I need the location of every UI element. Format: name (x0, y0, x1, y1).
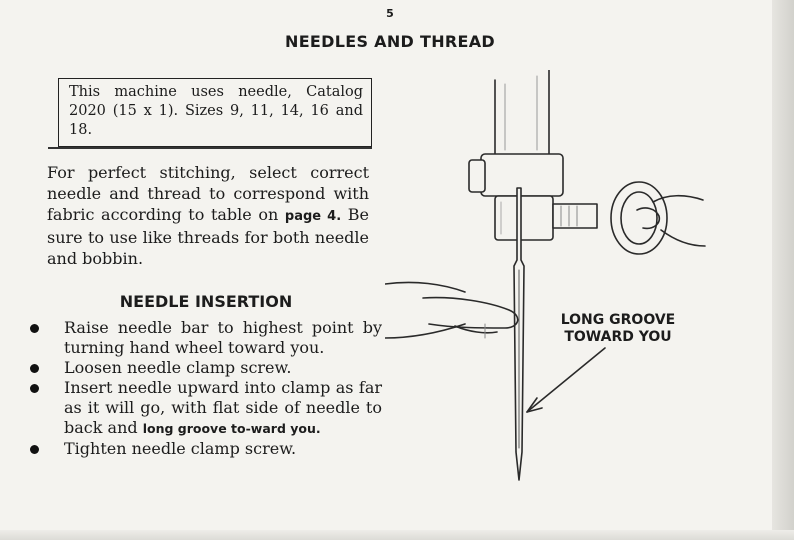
needle-bar (495, 70, 549, 156)
step-item (30, 378, 382, 439)
page-title: NEEDLES AND THREAD (285, 32, 495, 51)
page-bottom-edge (0, 530, 794, 540)
step-text: Tighten needle clamp screw. (64, 439, 297, 458)
step-item (30, 358, 382, 378)
step-item (30, 318, 382, 358)
groove-callout (548, 312, 688, 346)
clamp-screw (553, 182, 667, 254)
bullet-icon (30, 364, 39, 373)
intro-text-end: Be sure to use like threads for both needle and bobbin. (47, 205, 369, 268)
bullet-icon (30, 384, 39, 393)
page-number: 5 (386, 7, 394, 20)
intro-paragraph (47, 162, 369, 269)
needle-insertion-illustration (385, 70, 715, 490)
pointer-arrow (527, 348, 605, 412)
page-reference: page 4. (284, 209, 342, 224)
divider-rule (48, 147, 372, 149)
step-item (30, 439, 382, 459)
page-edge (772, 0, 794, 540)
step-text: Raise needle bar to highest point by turning hand wheel toward you. (64, 318, 382, 357)
left-hand-illustration (385, 282, 518, 338)
needle-info-box: This machine uses needle, Catalog 2020 (15 x 1). Sizes 9, 11, 14, 16 and 18. (58, 78, 372, 147)
bullet-icon (30, 445, 39, 454)
needle-clamp (469, 154, 563, 240)
intro-text: For perfect stitching, select correct needle and thread to correspond with fabric according to table on (47, 163, 369, 224)
step-text: Loosen needle clamp screw. (64, 358, 292, 377)
step-text: Insert needle upward into clamp as far as it will go, with flat side of needle to back and (64, 378, 382, 437)
bullet-icon (30, 324, 39, 333)
insertion-steps (30, 318, 382, 459)
callout-line-2: TOWARD YOU (564, 329, 672, 345)
callout-line-1: LONG GROOVE (560, 312, 676, 328)
section-title: NEEDLE INSERTION (119, 292, 293, 311)
step-emphasis: long groove to-ward you. (142, 421, 321, 436)
